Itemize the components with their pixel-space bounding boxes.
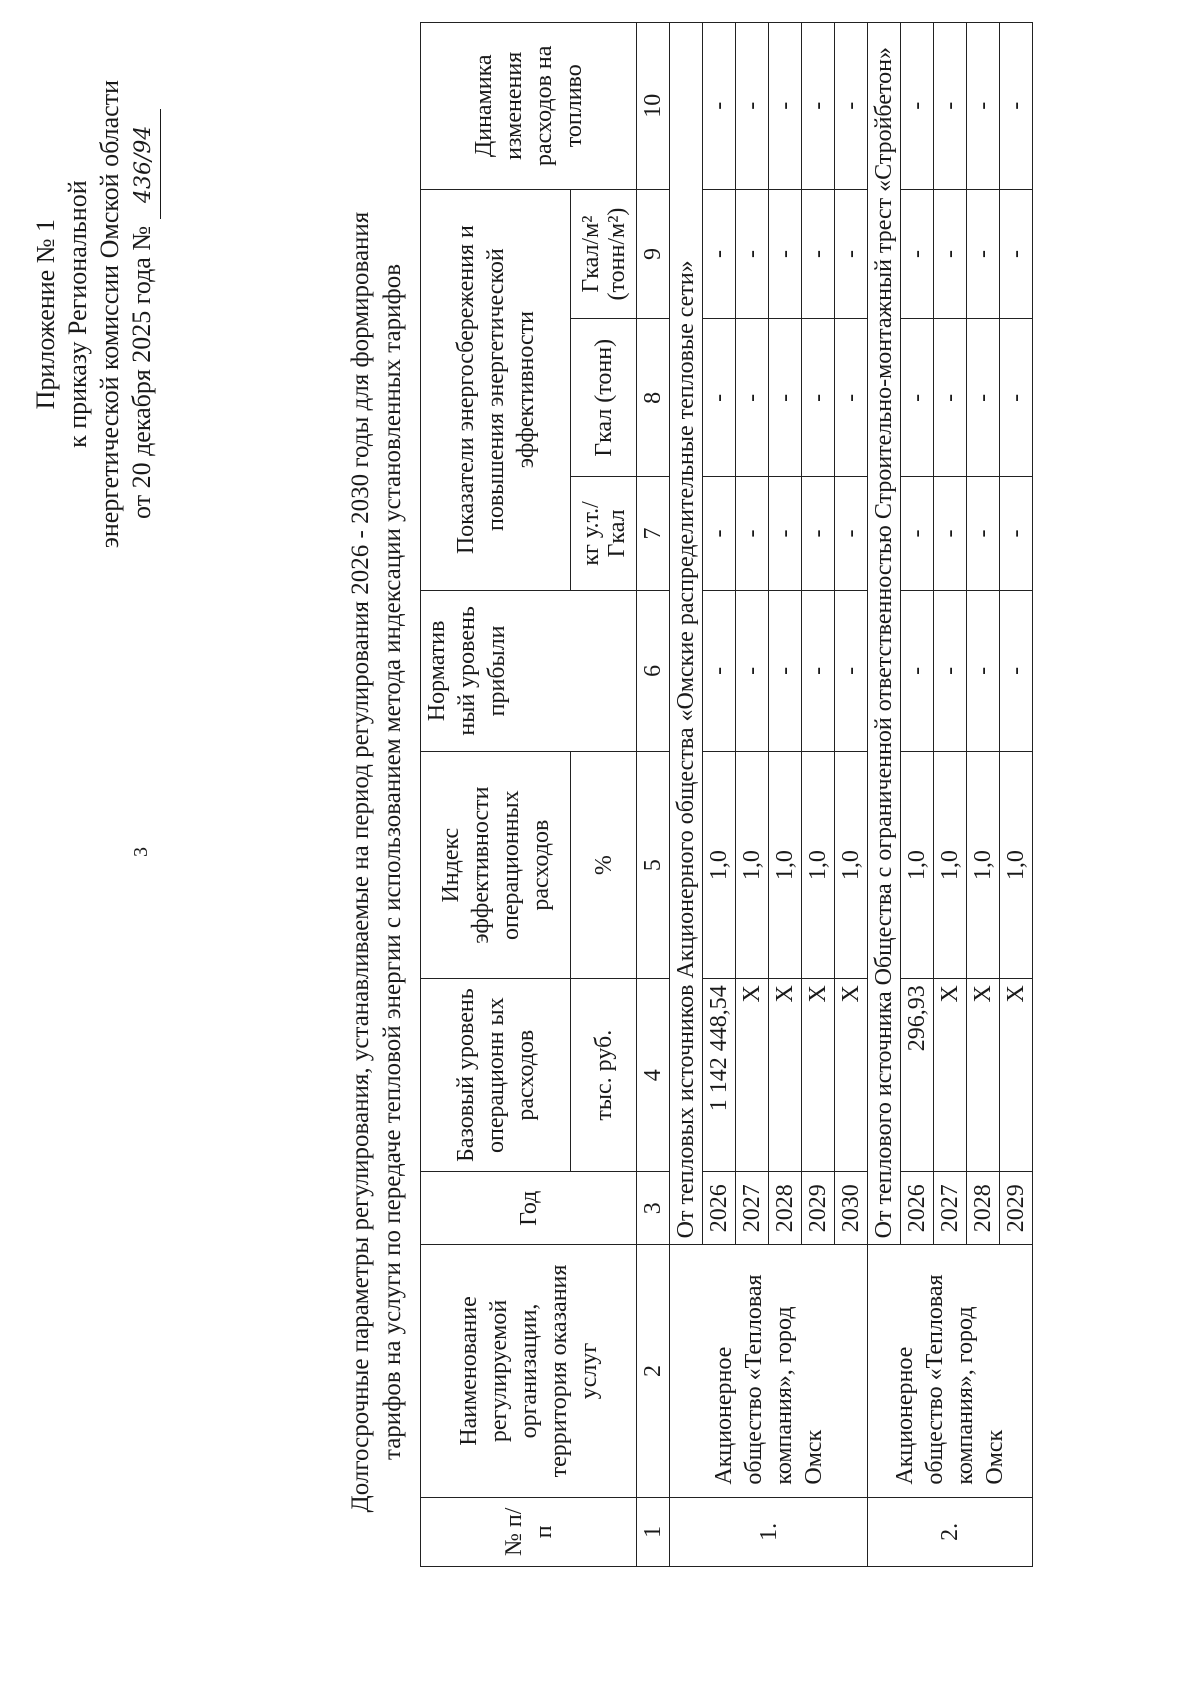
column-number: 6	[637, 590, 670, 751]
base-costs-cell: 296,93	[901, 979, 934, 1172]
organization-name: Акционерное общество «Тепловая компания», город Омск	[670, 1245, 868, 1497]
column-numbers-row	[637, 23, 670, 1567]
energy-3-cell: -	[802, 189, 835, 319]
energy-3-cell: -	[901, 189, 934, 319]
fuel-cell: -	[769, 23, 802, 190]
index-cell: 1,0	[736, 752, 769, 979]
profit-cell: -	[835, 590, 868, 751]
header-energy: Показатели энергосбережения и повышения энергетической эффективности	[421, 189, 571, 590]
year-cell: 2028	[967, 1172, 1000, 1245]
index-cell: 1,0	[835, 752, 868, 979]
base-costs-cell: X	[835, 979, 868, 1172]
energy-1-cell: -	[736, 477, 769, 591]
column-number: 9	[637, 189, 670, 319]
energy-2-cell: -	[736, 319, 769, 477]
energy-3-cell: -	[703, 189, 736, 319]
base-costs-cell: X	[736, 979, 769, 1172]
appendix-date: от 20 декабря 2025 года №	[127, 225, 156, 519]
base-costs-cell: X	[769, 979, 802, 1172]
column-number: 2	[637, 1245, 670, 1497]
year-cell: 2027	[934, 1172, 967, 1245]
header-fuel: Динамика изменения расходов на топливо	[421, 23, 637, 190]
unit-energy-2: Гкал (тонн)	[571, 319, 637, 477]
unit-energy-1: кг у.т./ Гкал	[571, 477, 637, 591]
heat-source-label: От теплового источника Общества с ограниченной ответственностью Строительно-монтажный трест «Стройбетон»	[868, 23, 901, 1245]
year-cell: 2029	[1000, 1172, 1033, 1245]
column-number: 1	[637, 1497, 670, 1566]
column-number: 5	[637, 752, 670, 979]
table-body	[670, 23, 1033, 1567]
base-costs-cell: X	[1000, 979, 1033, 1172]
energy-2-cell: -	[934, 319, 967, 477]
index-cell: 1,0	[1000, 752, 1033, 979]
energy-1-cell: -	[901, 477, 934, 591]
energy-1-cell: -	[703, 477, 736, 591]
heat-source-label: От тепловых источников Акционерного общества «Омские распределительные тепловые сети»	[670, 23, 703, 1245]
fuel-cell: -	[802, 23, 835, 190]
appendix-line: Приложение № 1	[31, 218, 60, 410]
organization-name: Акционерное общество «Тепловая компания», город Омск	[868, 1245, 1033, 1497]
index-cell: 1,0	[769, 752, 802, 979]
header-name: Наименование регулируемой организации, территория оказания услуг	[421, 1245, 637, 1497]
energy-2-cell: -	[802, 319, 835, 477]
index-cell: 1,0	[934, 752, 967, 979]
header-year: Год	[421, 1172, 637, 1245]
fuel-cell: -	[736, 23, 769, 190]
year-cell: 2030	[835, 1172, 868, 1245]
energy-3-cell: -	[736, 189, 769, 319]
row-number: 1.	[670, 1497, 868, 1566]
year-cell: 2029	[802, 1172, 835, 1245]
base-costs-cell: X	[934, 979, 967, 1172]
fuel-cell: -	[934, 23, 967, 190]
index-cell: 1,0	[967, 752, 1000, 979]
page-number: 3	[130, 847, 152, 857]
profit-cell: -	[967, 590, 1000, 751]
energy-3-cell: -	[769, 189, 802, 319]
header-index: Индекс эффективности операционных расходов	[421, 752, 571, 979]
title-line: тарифов на услуги по передаче тепловой энергии с использованием метода индексации установленных тарифов	[379, 263, 406, 1461]
column-number: 8	[637, 319, 670, 477]
header-profit: Норматив ный уровень прибыли	[421, 590, 637, 751]
header-num: № п/п	[421, 1497, 637, 1566]
column-number: 3	[637, 1172, 670, 1245]
energy-3-cell: -	[934, 189, 967, 319]
fuel-cell: -	[1000, 23, 1033, 190]
profit-cell: -	[736, 590, 769, 751]
energy-2-cell: -	[769, 319, 802, 477]
profit-cell: -	[901, 590, 934, 751]
appendix-line	[126, 80, 161, 548]
index-cell: 1,0	[703, 752, 736, 979]
year-cell: 2027	[736, 1172, 769, 1245]
appendix-header	[30, 80, 161, 548]
base-costs-cell: X	[802, 979, 835, 1172]
energy-1-cell: -	[934, 477, 967, 591]
energy-2-cell: -	[835, 319, 868, 477]
energy-2-cell: -	[703, 319, 736, 477]
energy-2-cell: -	[901, 319, 934, 477]
header-base-costs: Базовый уровень операционн ых расходов	[421, 979, 571, 1172]
column-number: 10	[637, 23, 670, 190]
energy-2-cell: -	[1000, 319, 1033, 477]
year-cell: 2026	[703, 1172, 736, 1245]
appendix-line: к приказу Региональной	[63, 180, 92, 448]
parameters-table	[420, 22, 1033, 1567]
appendix-line: энергетической комиссии Омской области	[95, 80, 124, 549]
energy-3-cell: -	[1000, 189, 1033, 319]
base-costs-cell: X	[967, 979, 1000, 1172]
row-number: 2.	[868, 1497, 1033, 1566]
fuel-cell: -	[835, 23, 868, 190]
profit-cell: -	[802, 590, 835, 751]
profit-cell: -	[1000, 590, 1033, 751]
energy-1-cell: -	[1000, 477, 1033, 591]
column-number: 7	[637, 477, 670, 591]
base-costs-cell: 1 142 448,54	[703, 979, 736, 1172]
year-cell: 2028	[769, 1172, 802, 1245]
section-source-row	[868, 23, 901, 1567]
energy-1-cell: -	[835, 477, 868, 591]
order-number: 436/94	[128, 109, 161, 219]
document-title	[345, 122, 409, 1602]
profit-cell: -	[934, 590, 967, 751]
fuel-cell: -	[967, 23, 1000, 190]
unit-energy-3: Гкал/м² (тонн/м²)	[571, 189, 637, 319]
energy-2-cell: -	[967, 319, 1000, 477]
fuel-cell: -	[901, 23, 934, 190]
year-cell: 2026	[901, 1172, 934, 1245]
energy-1-cell: -	[769, 477, 802, 591]
index-cell: 1,0	[901, 752, 934, 979]
energy-1-cell: -	[967, 477, 1000, 591]
index-cell: 1,0	[802, 752, 835, 979]
unit-index: %	[571, 752, 637, 979]
profit-cell: -	[703, 590, 736, 751]
energy-3-cell: -	[967, 189, 1000, 319]
energy-3-cell: -	[835, 189, 868, 319]
title-line: Долгосрочные параметры регулирования, устанавливаемые на период регулирования 2026 - 2030 годы для формирования	[347, 211, 374, 1513]
energy-1-cell: -	[802, 477, 835, 591]
section-source-row	[670, 23, 703, 1567]
fuel-cell: -	[703, 23, 736, 190]
profit-cell: -	[769, 590, 802, 751]
column-number: 4	[637, 979, 670, 1172]
unit-base-costs: тыс. руб.	[571, 979, 637, 1172]
